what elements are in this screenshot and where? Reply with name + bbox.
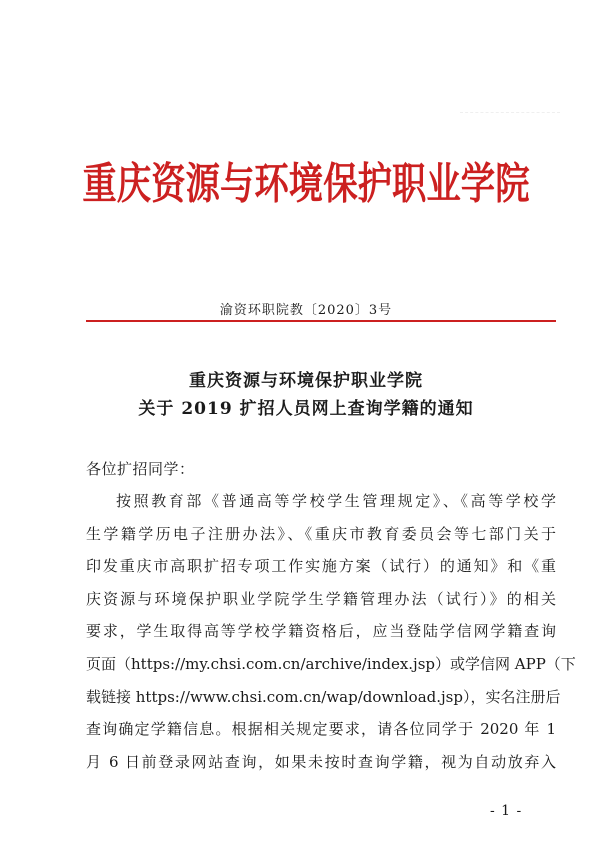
- body-line: 要求，学生取得高等学校学籍资格后，应当登陆学信网学籍查询: [86, 622, 556, 641]
- body-line: 印发重庆市高职扩招专项工作实施方案（试行）的通知》和《重: [86, 557, 556, 576]
- faint-stamp-mark: [100, 218, 190, 264]
- body-line: 按照教育部《普通高等学校学生管理规定》、《高等学校学: [116, 492, 556, 510]
- body-text: [86, 485, 576, 778]
- body-line: 月 6 日前登录网站查询，如果未按时查询学籍，视为自动放弃入: [86, 752, 556, 771]
- page-number: - 1 -: [490, 803, 523, 819]
- body-line-with-link: 页面（https://my.chsi.com.cn/archive/index.jsp）或学信网 APP（下: [86, 654, 576, 673]
- notice-title-line2: 关于 2019 扩招人员网上查询学籍的通知: [138, 399, 474, 419]
- body-line: 庆资源与环境保护职业学院学生学籍管理办法（试行）》的相关: [86, 589, 556, 608]
- document-number: 渝资环职院教〔2020〕3号: [219, 303, 393, 318]
- salutation: 各位扩招同学：: [86, 460, 195, 478]
- body-line: 生学籍学历电子注册办法》、《重庆市教育委员会等七部门关于: [86, 524, 556, 543]
- body-line-with-link: 载链接 https://www.chsi.com.cn/wap/download.jsp），实名注册后: [86, 687, 561, 706]
- faint-bleed-through: [460, 112, 560, 123]
- red-divider-line: [86, 320, 556, 322]
- body-line: 查询确定学籍信息。根据相关规定要求，请各位同学于 2020 年 1: [86, 720, 556, 739]
- red-letterhead: 重庆资源与环境保护职业学院: [82, 158, 530, 210]
- notice-title-line1: 重庆资源与环境保护职业学院: [189, 371, 423, 391]
